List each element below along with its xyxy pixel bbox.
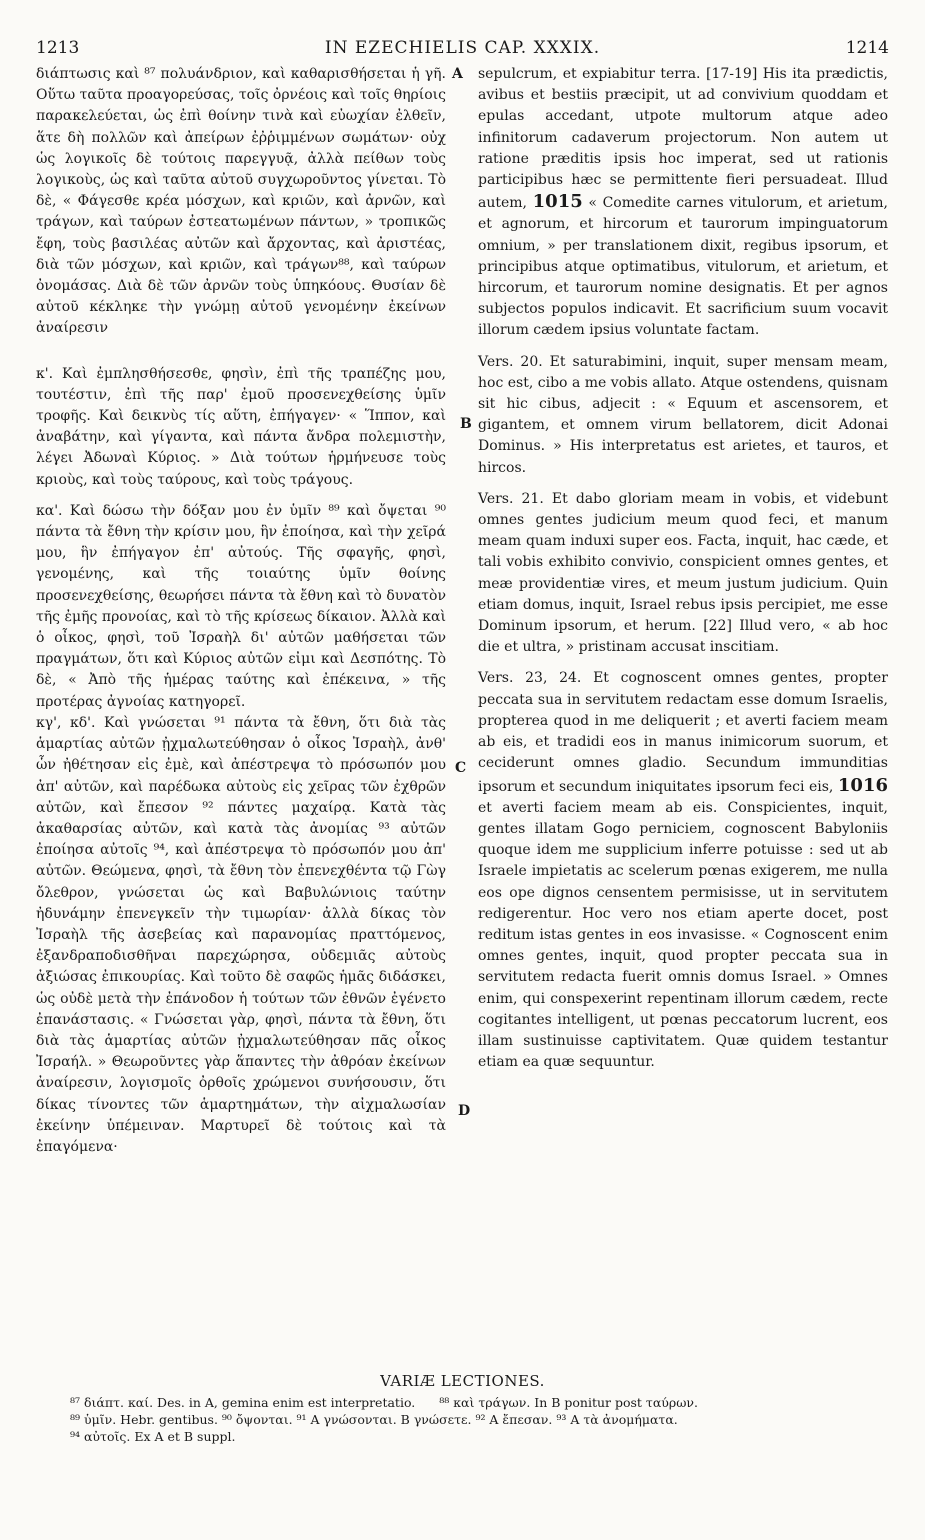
latin-paragraph: Vers. 20. Et saturabimini, inquit, super mensam meam, hoc est, cibo a me vobis allato. Atque ostendens, quisnam sit hic cibus, adjecit : « Equum et ascensorem, et gigantem, et omnem virum bellatorem, dicit Adonai Dominus. » His interpretatus est arietes, et tauros, et hircos. [478,353,888,476]
running-title: IN EZECHIELIS CAP. XXXIX. [324,38,601,58]
variae-lectiones-heading: VARIÆ LECTIONES. [380,1372,545,1390]
right-page-number: 1214 [845,38,889,58]
latin-paragraph [478,64,888,342]
greek-paragraph: κ'. Καὶ ἐμπλησθήσεσθε, φησὶν, ἐπὶ τῆς τραπέζης μου, τουτέστιν, ἐπὶ τῆς παρ' ἐμοῦ προσενεχθείσης ὑμῖν τροφῆς. Καὶ δεικνὺς τίς αὕτη, ἐπήγαγεν· « Ἵππον, καὶ ἀναβάτην, καὶ γίγαντα, καὶ πάντα ἄνδρα πολεμιστὴν, λέγει Ἀδωναὶ Κύριος. » Διὰ τούτων ἡρμήνευσε τοὺς κριοὺς, καὶ τοὺς ταύρους, καὶ τοὺς τράγους. [36,365,446,488]
latin-paragraph [478,668,888,1073]
column-number: 1016 [837,774,889,796]
variant-line: ⁸⁹ ὑμῖν. Hebr. gentibus. ⁹⁰ ὄψονται. ⁹¹ A γνώσονται. B γνώσετε. ⁹² A ἔπεσαν. ⁹³ A τὰ ἀνομήματα. [70,1412,678,1427]
latin-paragraph: Vers. 21. Et dabo gloriam meam in vobis, et videbunt omnes gentes judicium meum quod feci, et manum meam quam induxi super eos. Facta, inquit, hac cæde, et tali vobis exhibito convivio, conspicient omnes gentes, et meæ providentiæ vires, et meum justum judicium. Quin etiam domus, inquit, Israel rebus ipsis percipiet, me esse Dominum ipsorum, et herum. [22] Illud vero, « ab hoc die et ultra, » pristinam accusat inscitiam. [478,490,888,656]
greek-paragraph: κα'. Καὶ δώσω τὴν δόξαν μου ἐν ὑμῖν ⁸⁹ καὶ ὄψεται ⁹⁰ πάντα τὰ ἔθνη τὴν κρίσιν μου, ἣν ἐποίησα, καὶ τὴν χεῖρά μου, ἣν ἐπήγαγον ἐπ' αὐτούς. Τῆς σφαγῆς, φησὶ, γενομένης, καὶ τῆς τοιαύτης ὑμῖν θοίνης προσενεχθείσης, θεωρήσει πάντα τὰ ἔθνη καὶ τὸ δυνατὸν τῆς ἐμῆς προνοίας, καὶ τὸ τῆς κρίσεως δίκαιον. Ἀλλὰ καὶ ὁ οἶκος, φησὶ, τοῦ Ἰσραὴλ δι' αὐτῶν μαθήσεται τῶν πραγμάτων, ὅτι καὶ Κύριος αὐτῶν εἰμι καὶ Δεσπότης. Τὸ δὲ, « Ἀπὸ τῆς ἡμέρας ταύτης καὶ ἐπέκεινα, » τῆς προτέρας ἀγνοίας κατηγορεῖ. [36,502,446,710]
latin-text: Vers. 23, 24. Et cognoscent omnes gentes, propter peccata sua in servitutem redactam esse domum Israelis, propterea quod in me deliquerit ; et averti faciem meam ab eis, et tradidi eos in manus inimicorum suorum, et ceciderunt omnes gladio. Secundum immunditias ipsorum et secundum iniquitates ipsorum feci eis, [478,670,888,795]
latin-text: et averti faciem meam ab eis. Conspicientes, inquit, gentes illatam Gogo perniciem, cognoscent Babyloniis quoque idem me supplicium inferre potuisse : sed ut ab Israele impietatis ac scelerum pœnas exigerem, me nulla eos ope dignos censentem permisisse, ut in servitutem redigerentur. Hoc vero nos etiam aperte docet, post reditum istas gentes in eos invasisse. « Cognoscent enim omnes gentes, inquit, quod propter peccata sua in servitutem redacta fuerit omnis domus Israel. » Omnes enim, qui conspexerint repentinam illorum cædem, recte cogitantes intelligent, ut pœnas peccatorum lucrent, eos illam sustinuisse captivitatem. Quæ quidem testantur etiam ea quæ sequuntur. [478,799,888,1071]
greek-paragraph: διάπτωσις καὶ ⁸⁷ πολυάνδριον, καὶ καθαρισθήσεται ἡ γῆ. Οὕτω ταῦτα προαγορεύσας, τοῖς ὀρνέοις καὶ τοῖς θηρίοις παρακελεύεται, ὡς ἐπὶ θοίνην τινὰ καὶ εὐωχίαν ἐλθεῖν, ἅτε δὴ πολλῶν καὶ ἀπείρων ἐῤῥιμμένων σωμάτων· οὐχ ὡς λογικοῖς δὲ τούτοις παρεγγυᾷ, ἀλλὰ πείθων τοὺς λογικοὺς, ὡς καὶ ταῦτα αὐτοῦ συγχωροῦντος γίνεται. Τὸ δὲ, « Φάγεσθε κρέα μόσχων, καὶ κριῶν, καὶ ἀρνῶν, καὶ τράγων, καὶ ταύρων ἐστεατωμένων πάντων, » τροπικῶς ἔφη, τοὺς βασιλέας αὐτῶν καὶ ἄρχοντας, καὶ ἀριστέας, διὰ τῶν μόσχων, καὶ κριῶν, καὶ τράγων⁸⁸, καὶ ταύρων ὀνομάσας. Διὰ δὲ τῶν ἀρνῶν τοὺς ὑπηκόους. Θυσίαν δὲ αὐτοῦ κέκληκε τὴν γνώμῃ αὐτοῦ γενομένην ἐκείνων ἀναίρεσιν [36,66,446,337]
variant-line: ⁹⁴ αὐτοῖς. Ex A et B suppl. [70,1429,236,1444]
margin-letter-c: C [455,760,467,776]
variant-note: ⁸⁷ διάπτ. καί. Des. in A, gemina enim est interpretatio. [70,1395,416,1410]
latin-column [478,64,888,1073]
margin-letter-b: B [460,416,472,432]
greek-column [36,64,446,1158]
page-header [36,38,889,64]
variant-line [70,1394,900,1411]
latin-text: « Comedite carnes vitulorum, et arietum, et agnorum, et hircorum et taurorum impinguatorum omnium, » per translationem dixit, regibus ipsorum, et principibus atque optimatibus, vitulorum, et arietum, et hircorum, et taurorum nomine designatis. Et per agnos subjectos populos indicavit. Et sacrificium suum vocavit illorum cædem ipsius voluntate factam. [478,195,889,339]
margin-letter-a: A [452,66,463,82]
column-number: 1015 [532,191,583,213]
greek-paragraph: κγ', κδ'. Καὶ γνώσεται ⁹¹ πάντα τὰ ἔθνη, ὅτι διὰ τὰς ἁμαρτίας αὐτῶν ᾐχμαλωτεύθησαν ὁ οἶκος Ἰσραὴλ, ἀνθ' ὧν ἠθέτησαν εἰς ἐμὲ, καὶ ἀπέστρεψα τὸ πρόσωπόν μου ἀπ' αὐτῶν, καὶ παρέδωκα αὐτοὺς εἰς χεῖρας τῶν ἐχθρῶν αὐτῶν, καὶ ἔπεσον ⁹² πάντες μαχαίρᾳ. Κατὰ τὰς ἀκαθαρσίας αὐτῶν, καὶ κατὰ τὰς ἀνομίας ⁹³ αὐτῶν ἐποίησα αὐτοῖς ⁹⁴, καὶ ἀπέστρεψα τὸ πρόσωπόν μου ἀπ' αὐτῶν. Θεώμενα, φησὶ, τὰ ἔθνη τὸν ἐπενεχθέντα τῷ Γὼγ ὄλεθρον, γνώσεται ὡς καὶ Βαβυλώνιοις ταύτην ἠδυνάμην ἐπενεγκεῖν τὴν τιμωρίαν· ἀλλὰ δίκας τὸν Ἰσραὴλ τῆς ἀσεβείας καὶ παρανομίας πραττόμενος, ἐξανδραποδισθῆναι παρεχώρησα, οὐδεμιᾶς αὐτοὺς ἀξιώσας ἐπικουρίας. Καὶ τοῦτο δὲ σαφῶς ἡμᾶς διδάσκει, ὡς οὐδὲ μετὰ τὴν ἐπάνοδον ἡ τούτων τῶν ἐθνῶν ἐγένετο ἐπανάστασις. « Γνώσεται γὰρ, φησὶ, πάντα τὰ ἔθνη, ὅτι διὰ τὰς ἁμαρτίας αὐτῶν ᾐχμαλωτεύθησαν πᾶς οἶκος Ἰσραήλ. » Θεωροῦντες γὰρ ἅπαντες τὴν ἀθρόαν ἐκείνων ἀναίρεσιν, λογισμοῖς ὀρθοῖς χρώμενοι συνήσουσιν, ὅτι δίκας τίνοντες τῶν ἁμαρτημάτων, τὴν αἰχμαλωσίαν ἐκείνην ὑπέμειναν. Μαρτυρεῖ δὲ τούτοις καὶ τὰ ἐπαγόμενα· [36,714,446,1155]
margin-letter-d: D [458,1103,471,1119]
left-page-number: 1213 [36,38,80,58]
variant-note: ⁸⁸ καὶ τράγων. In B ponitur post ταύρων. [439,1395,698,1410]
latin-text: sepulcrum, et expiabitur terra. [17-19] His ita prædictis, avibus et bestiis præcipit, ut ad convivium quoddam et epulas accedant, utpote multorum atque adeo infinitorum cadaverum projectorum. Non autem ut ratione præditis ipsis hoc imperat, sed ut rationis participibus hæc se permittente fieri persuadeat. Illud autem, [478,66,888,212]
